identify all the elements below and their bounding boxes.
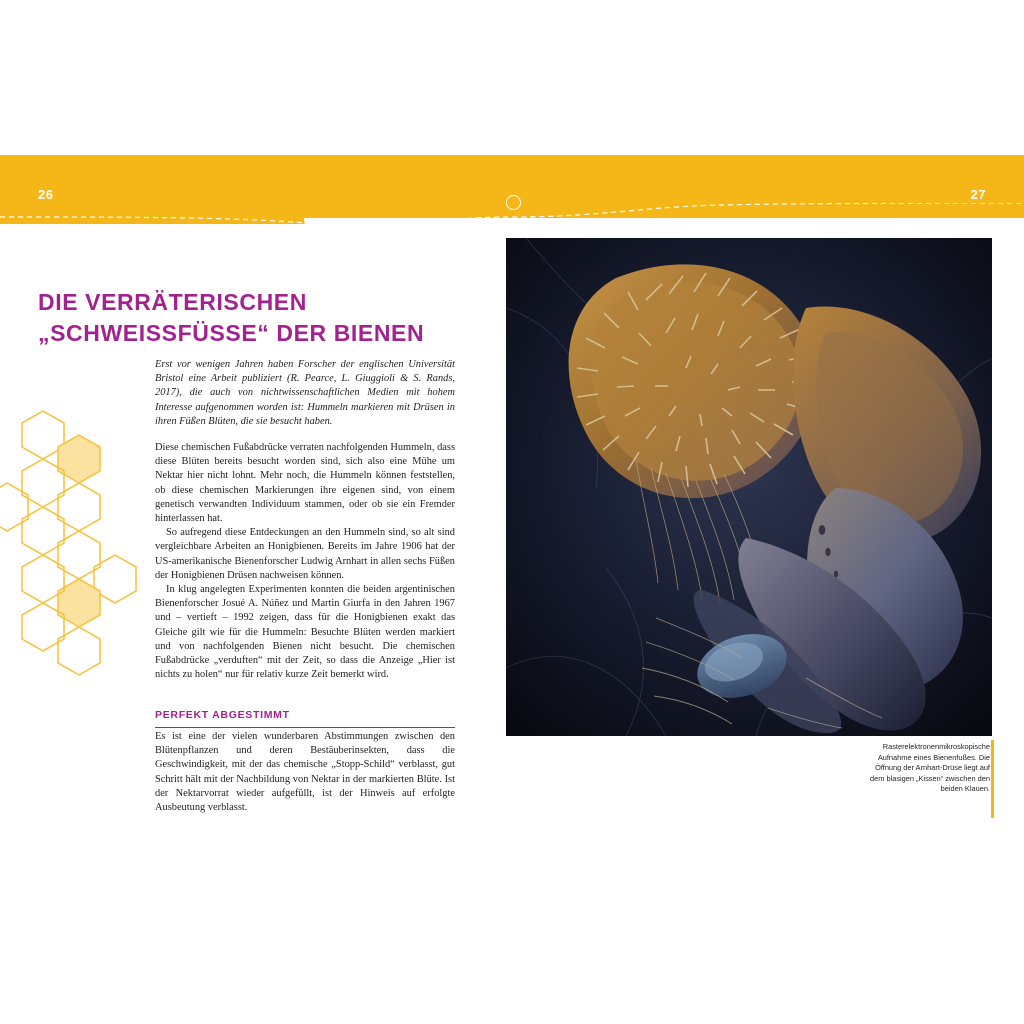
page-title <box>38 287 458 349</box>
section-paragraph-1: Es ist eine der vielen wunderbaren Abstimmungen zwischen den Blütenpflanzen und deren Bestäuberinsekten, dass die Geschwindigkeit, mit der das chemische „Stopp-Schild“ verblasst, gut Schritt hält mit der Nachbildung von Nektar in der markierten Blüte. Ist der Nektarvorrat wieder aufgefüllt, ist der Hinweis auf erfolgte Ausbeutung verblasst. <box>155 731 455 814</box>
body-paragraph-1: Diese chemischen Fußabdrücke verraten nachfolgenden Hummeln, dass diese Blüten bereits besucht worden sind, sich also eine Mühe um Nektar hier nicht lohnt. Mehr noch, die Hummeln können feststellen, ob diese chemischen Markierungen ihre eigenen sind, von einem genetisch verwandten Individuum stammen, oder ob sie ein Fremder hinterlassen hat. <box>155 442 455 525</box>
lead-paragraph: Erst vor wenigen Jahren haben Forscher der englischen Universität Bristol eine Arbeit publiziert (R. Pearce, L. Giuggioli & S. Rands, 2017), die auch von nichtwissenschaftlichen Medien mit hohem Interesse aufgenommen worden ist: Hummeln markieren mit Drüsen in ihren Füßen Blüten, die sie besucht haben. <box>155 359 455 427</box>
body-paragraph-2: So aufregend diese Entdeckungen an den Hummeln sind, so alt sind vergleichbare Arbeiten an Honigbienen. Bereits im Jahre 1906 hat der US-amerikanische Bienenforscher Ludwig Arnhart in allen sechs Füßen der Honigbienen Drüsen nachweisen können. <box>155 527 455 581</box>
body-paragraph-3: In klug angelegten Experimenten konnten die beiden argentinischen Bienenforscher Josué A. Núñez und Martin Giurfa in den Jahren 1967 und – vertieft – 1992 zeigen, dass für die Honigbienen exakt das Gleiche gilt wie für die Hummeln: Besuchte Blüten werden markiert und von nachfolgenden Bienen nicht besucht. Die chemischen Fußabdrücke „verduften“ mit der Zeit, so dass die Anzeige „Hier ist nichts zu holen“ nur für relativ kurze Zeit bemerkt wird. <box>155 584 455 681</box>
figure-image <box>506 238 992 736</box>
page-title-line-2: „SCHWEISSFÜSSE“ DER BIENEN <box>38 320 425 347</box>
caption-accent-rule <box>991 740 994 818</box>
header-band <box>0 155 1024 240</box>
page-number-right: 27 <box>970 187 986 202</box>
section-heading: PERFEKT ABGESTIMMT <box>155 709 455 728</box>
band-circle-marker <box>506 195 521 210</box>
page-number-left: 26 <box>38 187 54 202</box>
body-column-secondary <box>155 730 455 815</box>
page-title-line-1: DIE VERRÄTERISCHEN <box>38 289 307 316</box>
body-column-primary <box>155 358 455 682</box>
honeycomb-decoration <box>0 395 150 685</box>
band-wave-right <box>304 218 1024 240</box>
figure-caption: Rasterelektronenmikroskopische Aufnahme eines Bienenfußes. Die Öffnung der Arnhart-Drüse liegt auf dem blasigen „Kissen“ zwischen den beiden Klauen. <box>870 742 990 794</box>
